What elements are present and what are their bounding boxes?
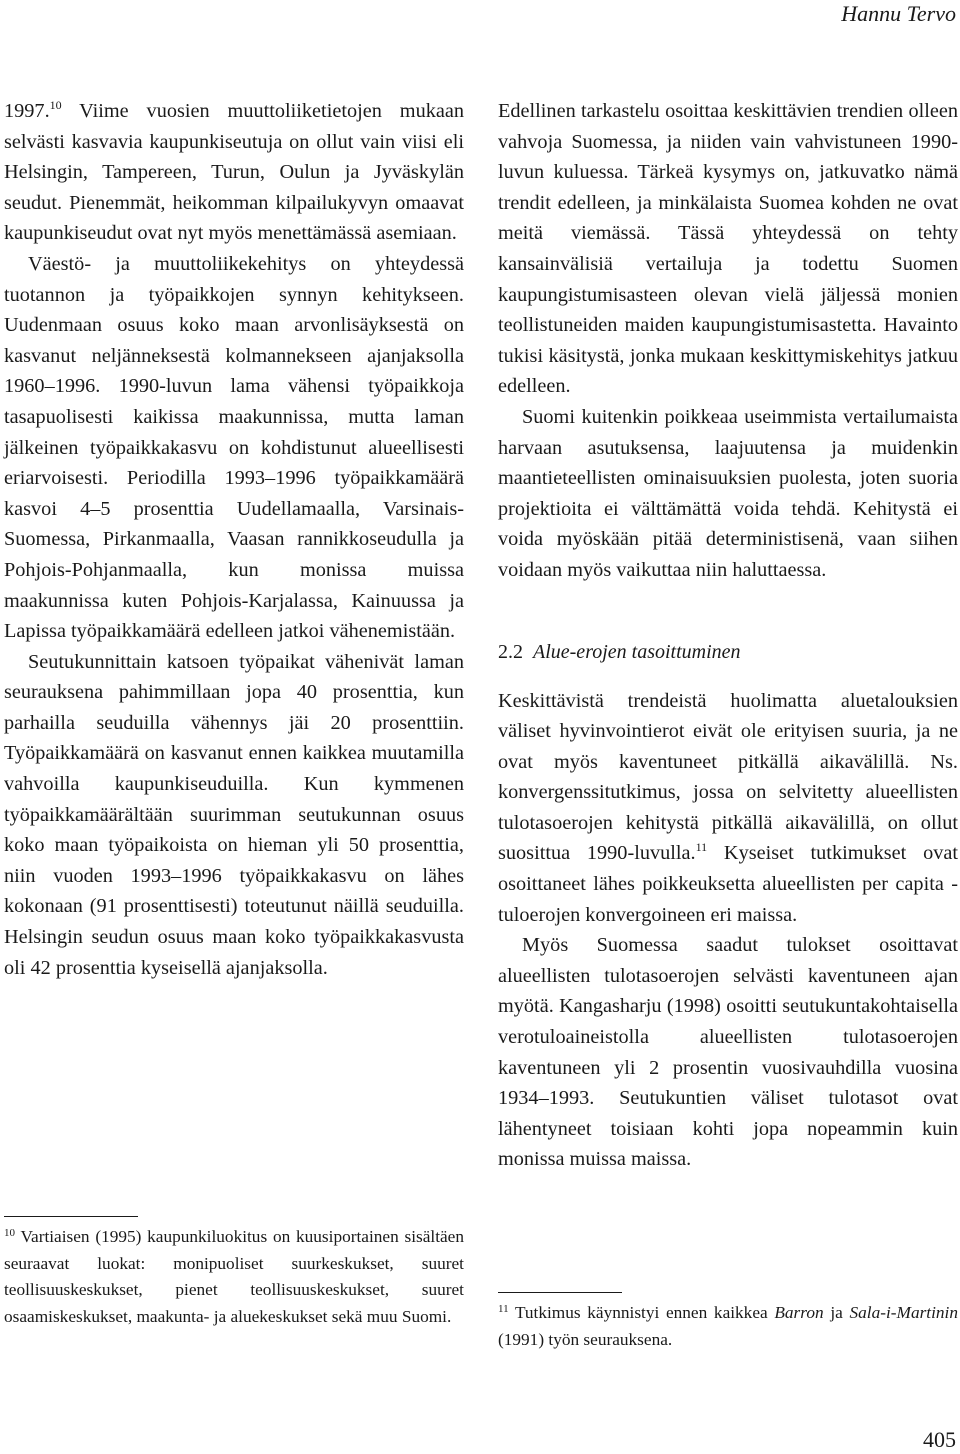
paragraph: Väestö- ja muuttoliikekehitys on yhteydessä tuotannon ja työpaikkojen synnyn kehitykseen. Uudenmaan osuus koko maan arvonlisäyksestä on kasvanut neljänneksestä kolmannekseen ajanjaksolla 1960–1996. 1990-luvun lama vähensi työpaikkoja tasapuolisesti kaikissa maakunnissa, mutta laman jälkeinen työpaikkakasvu on kohdistunut alueellisesti eriarvoisesti. Periodilla 1993–1996 työpaikkamäärä kasvoi 4–5 prosenttia Uudellamaalla, Varsinais-Suomessa, Pirkanmaalla, Vaasan rannikkoseudulla ja Pohjois-Pohjanmaalla, kun monissa muissa maakunnissa kuten Pohjois-Karjalassa, Kainuussa ja Lapissa työpaikkamäärä edelleen jatkoi vähenemistään. <box>4 252 464 643</box>
footnote-author-name: Sala-i-Martinin <box>849 1303 958 1322</box>
footnote-number: 11 <box>498 1303 509 1315</box>
footnote-number: 10 <box>4 1227 15 1239</box>
footnote-11 <box>498 1300 958 1353</box>
footnote-text: Tutkimus käynnistyi ennen kaikkea <box>508 1303 775 1322</box>
footnote-rule <box>4 1216 138 1217</box>
paragraph-text: Keskittävistä trendeistä huolimatta aluetalouksien väliset hyvinvointierot eivät ole erityisen suuria, ja ne ovat myös kaventuneet pitkällä aikavälillä. Ns. konvergenssitutkimus, jossa on selvitetty alueellisten tulotasoerojen kehitystä pitkällä aikavälillä, on ollut suosittua 1990-luvulla. <box>498 689 958 865</box>
footnote-text: Vartiaisen (1995) kaupunkiluokitus on kuusiportainen sisältäen seuraavat luokat: monipuoliset suurkeskukset, suuret teollisuuskeskukset, pienet teollisuuskeskukset, suuret osaamiskeskukset, maakunta- ja aluekeskukset sekä muu Suomi. <box>4 1227 464 1326</box>
paragraph: Edellinen tarkastelu osoittaa keskittävien trendien olleen vahvoja Suomessa, ja niiden vain vahvistuneen 1990-luvun kuluessa. Tärkeä kysymys on, jatkuvatko nämä trendit edelleen, ja minkälaista Suomea kohden ne ovat meitä viemässä. Tässä yhteydessä on tehty kansainvälisiä vertailuja ja todettu Suomen kaupungistumisasteen olevan vielä jäljessä monien teollistuneiden maiden kaupungistumisastetta. Havainto tukisi käsitystä, jonka mukaan keskittymiskehitys jatkuu edelleen. <box>498 100 958 398</box>
footnote-10 <box>4 1224 464 1330</box>
paragraph: Seutukunnittain katsoen työpaikat vähenivät laman seurauksena pahimmillaan jopa 40 prosenttia, kun parhailla seuduilla vähennys jäi 20 prosenttiin. Työpaikkamäärä on kasvanut ennen kaikkea muutamilla vahvoilla kaupunkiseuduilla. Kun kymmenen työpaikkamäärältään suurimman seutukunnan osuus koko maan työpaikoista on hieman yli 50 prosenttia, niin vuoden 1993–1996 työpaikkakasvu on lähes kokonaan (91 prosenttisesti) toteutunut näillä seuduilla. Helsingin seudun osuus maan koko työpaikkakasvusta oli 42 prosenttia kyseisellä ajanjaksolla. <box>4 650 464 979</box>
section-title: Alue-erojen tasoittuminen <box>533 640 741 663</box>
right-column <box>498 96 958 1175</box>
section-number: 2.2 <box>498 640 523 663</box>
footnote-rule <box>498 1292 622 1293</box>
left-column <box>4 96 464 983</box>
running-head-author: Hannu Tervo <box>841 1 956 26</box>
paragraph-text: Kyseiset tutkimukset ovat osoittaneet lähes poikkeuksetta alueellisten per capita -tuloerojen konvergoineen eri maissa. <box>498 842 958 926</box>
page-number: 405 <box>923 1427 956 1452</box>
paragraph-text: Viime vuosien muuttoliiketietojen mukaan selvästi kasvavia kaupunkiseutuja on ollut vain viisi eli Helsingin, Tampereen, Turun, Oulun ja Jyväskylän seudut. Pienemmät, heikomman kilpailukyvyn omaavat kaupunkiseudut ovat nyt myös menettämässä asemiaan. <box>4 100 464 245</box>
footnote-author-name: Barron <box>774 1303 824 1322</box>
paragraph <box>498 686 958 931</box>
footnote-reference[interactable]: 11 <box>695 840 708 855</box>
footnote-text: (1991) työn seurauksena. <box>498 1329 673 1349</box>
footnote-text: ja <box>823 1303 850 1322</box>
section-heading <box>498 638 958 666</box>
paragraph <box>4 96 464 249</box>
paragraph: Myös Suomessa saadut tulokset osoittavat alueellisten tulotasoerojen selvästi kaventuneen ajan myötä. Kangasharju (1998) osoitti seutukuntakohtaisella verotuloaineistolla alueellisten tulotasoerojen kaventuneen yli 2 prosentin vuosivauhdilla vuosina 1934–1993. Seutukuntien väliset tulotasot ovat lähentyneet toisiaan kohti jopa nopeammin kuin monissa muissa maissa. <box>498 934 958 1171</box>
paragraph-text: 1997. <box>4 100 50 122</box>
footnote-reference[interactable]: 10 <box>49 98 62 112</box>
paragraph: Suomi kuitenkin poikkeaa useimmista vertailumaista harvaan asutuksensa, laajuutensa ja muidenkin maantieteellisten ominaisuuksien puolesta, joten suoria projektioita ei välttämättä voida tehdä. Kehitystä ei voida myöskään pitää deterministisenä, vaan siihen voidaan myös vaikuttaa niin haluttaessa. <box>498 405 958 581</box>
